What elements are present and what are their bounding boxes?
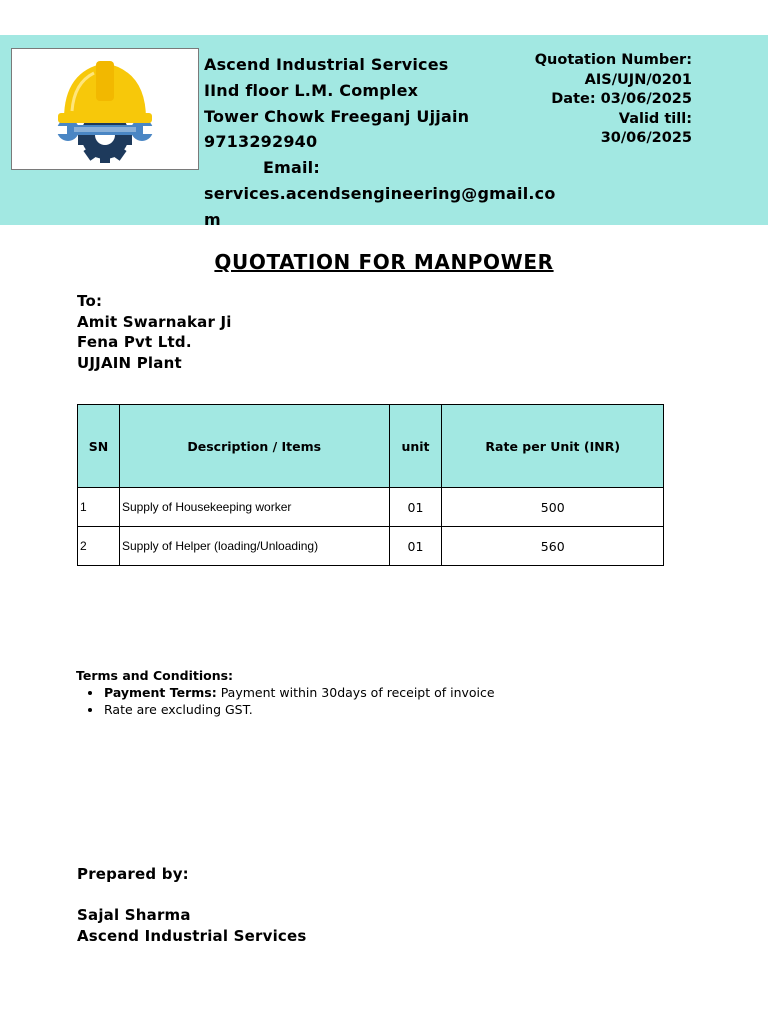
document-title: QUOTATION FOR MANPOWER <box>214 250 554 274</box>
header-rate: Rate per Unit (INR) <box>442 405 664 488</box>
table-header-row <box>78 405 664 488</box>
cell-sn: 1 <box>78 488 120 527</box>
header-description: Description / Items <box>119 405 389 488</box>
terms-item-text: Payment within 30days of receipt of invoice <box>216 685 495 700</box>
valid-till-date: 30/06/2025 <box>600 130 692 146</box>
cell-rate: 560 <box>442 527 664 566</box>
cell-unit: 01 <box>389 527 442 566</box>
terms-item-bold: Payment Terms: <box>104 685 217 700</box>
company-phone: 9713292940 <box>204 132 318 152</box>
prepared-by-block <box>77 864 307 946</box>
header-sn: SN <box>78 405 120 488</box>
terms-heading: Terms and Conditions: <box>76 668 234 683</box>
cell-sn: 2 <box>78 527 120 566</box>
cell-unit: 01 <box>389 488 442 527</box>
terms-section <box>76 667 495 718</box>
cell-description: Supply of Helper (loading/Unloading) <box>119 527 389 566</box>
valid-till-label: Valid till: <box>618 110 692 127</box>
cell-description: Supply of Housekeeping worker <box>119 488 389 527</box>
table-row <box>78 527 664 566</box>
terms-item <box>103 701 495 718</box>
company-address-line1: IInd floor L.M. Complex <box>204 80 419 100</box>
company-address-line2: Tower Chowk Freeganj Ujjain <box>204 106 470 126</box>
terms-item-text: Rate are excluding GST. <box>104 702 253 717</box>
terms-item <box>103 684 495 701</box>
company-name: Ascend Industrial Services <box>204 55 449 74</box>
preparer-name: Sajal Sharma <box>77 906 191 925</box>
recipient-plant: UJJAIN Plant <box>77 353 182 372</box>
to-label: To: <box>77 292 103 310</box>
terms-list <box>76 684 495 718</box>
spacer <box>77 885 307 906</box>
header-unit: unit <box>389 405 442 488</box>
recipient-block <box>77 291 232 373</box>
quotation-number-label: Quotation Number: <box>534 52 692 68</box>
recipient-name: Amit Swarnakar Ji <box>77 312 232 331</box>
quotation-number: AIS/UJN/0201 <box>584 71 692 88</box>
preparer-company: Ascend Industrial Services <box>77 926 307 945</box>
quotation-table <box>77 404 664 566</box>
email-label: Email: <box>263 158 320 178</box>
prepared-by-label: Prepared by: <box>77 865 189 883</box>
document-title-wrap <box>0 250 768 274</box>
company-email[interactable]: services.acendsengineering@gmail.com <box>204 183 556 229</box>
recipient-company: Fena Pvt Ltd. <box>77 333 192 352</box>
table-row <box>78 488 664 527</box>
quotation-meta <box>470 51 692 149</box>
cell-rate: 500 <box>442 488 664 527</box>
hard-hat-wrench-gear-icon <box>12 49 198 169</box>
quotation-date: Date: 03/06/2025 <box>551 91 692 107</box>
company-logo <box>11 48 199 170</box>
